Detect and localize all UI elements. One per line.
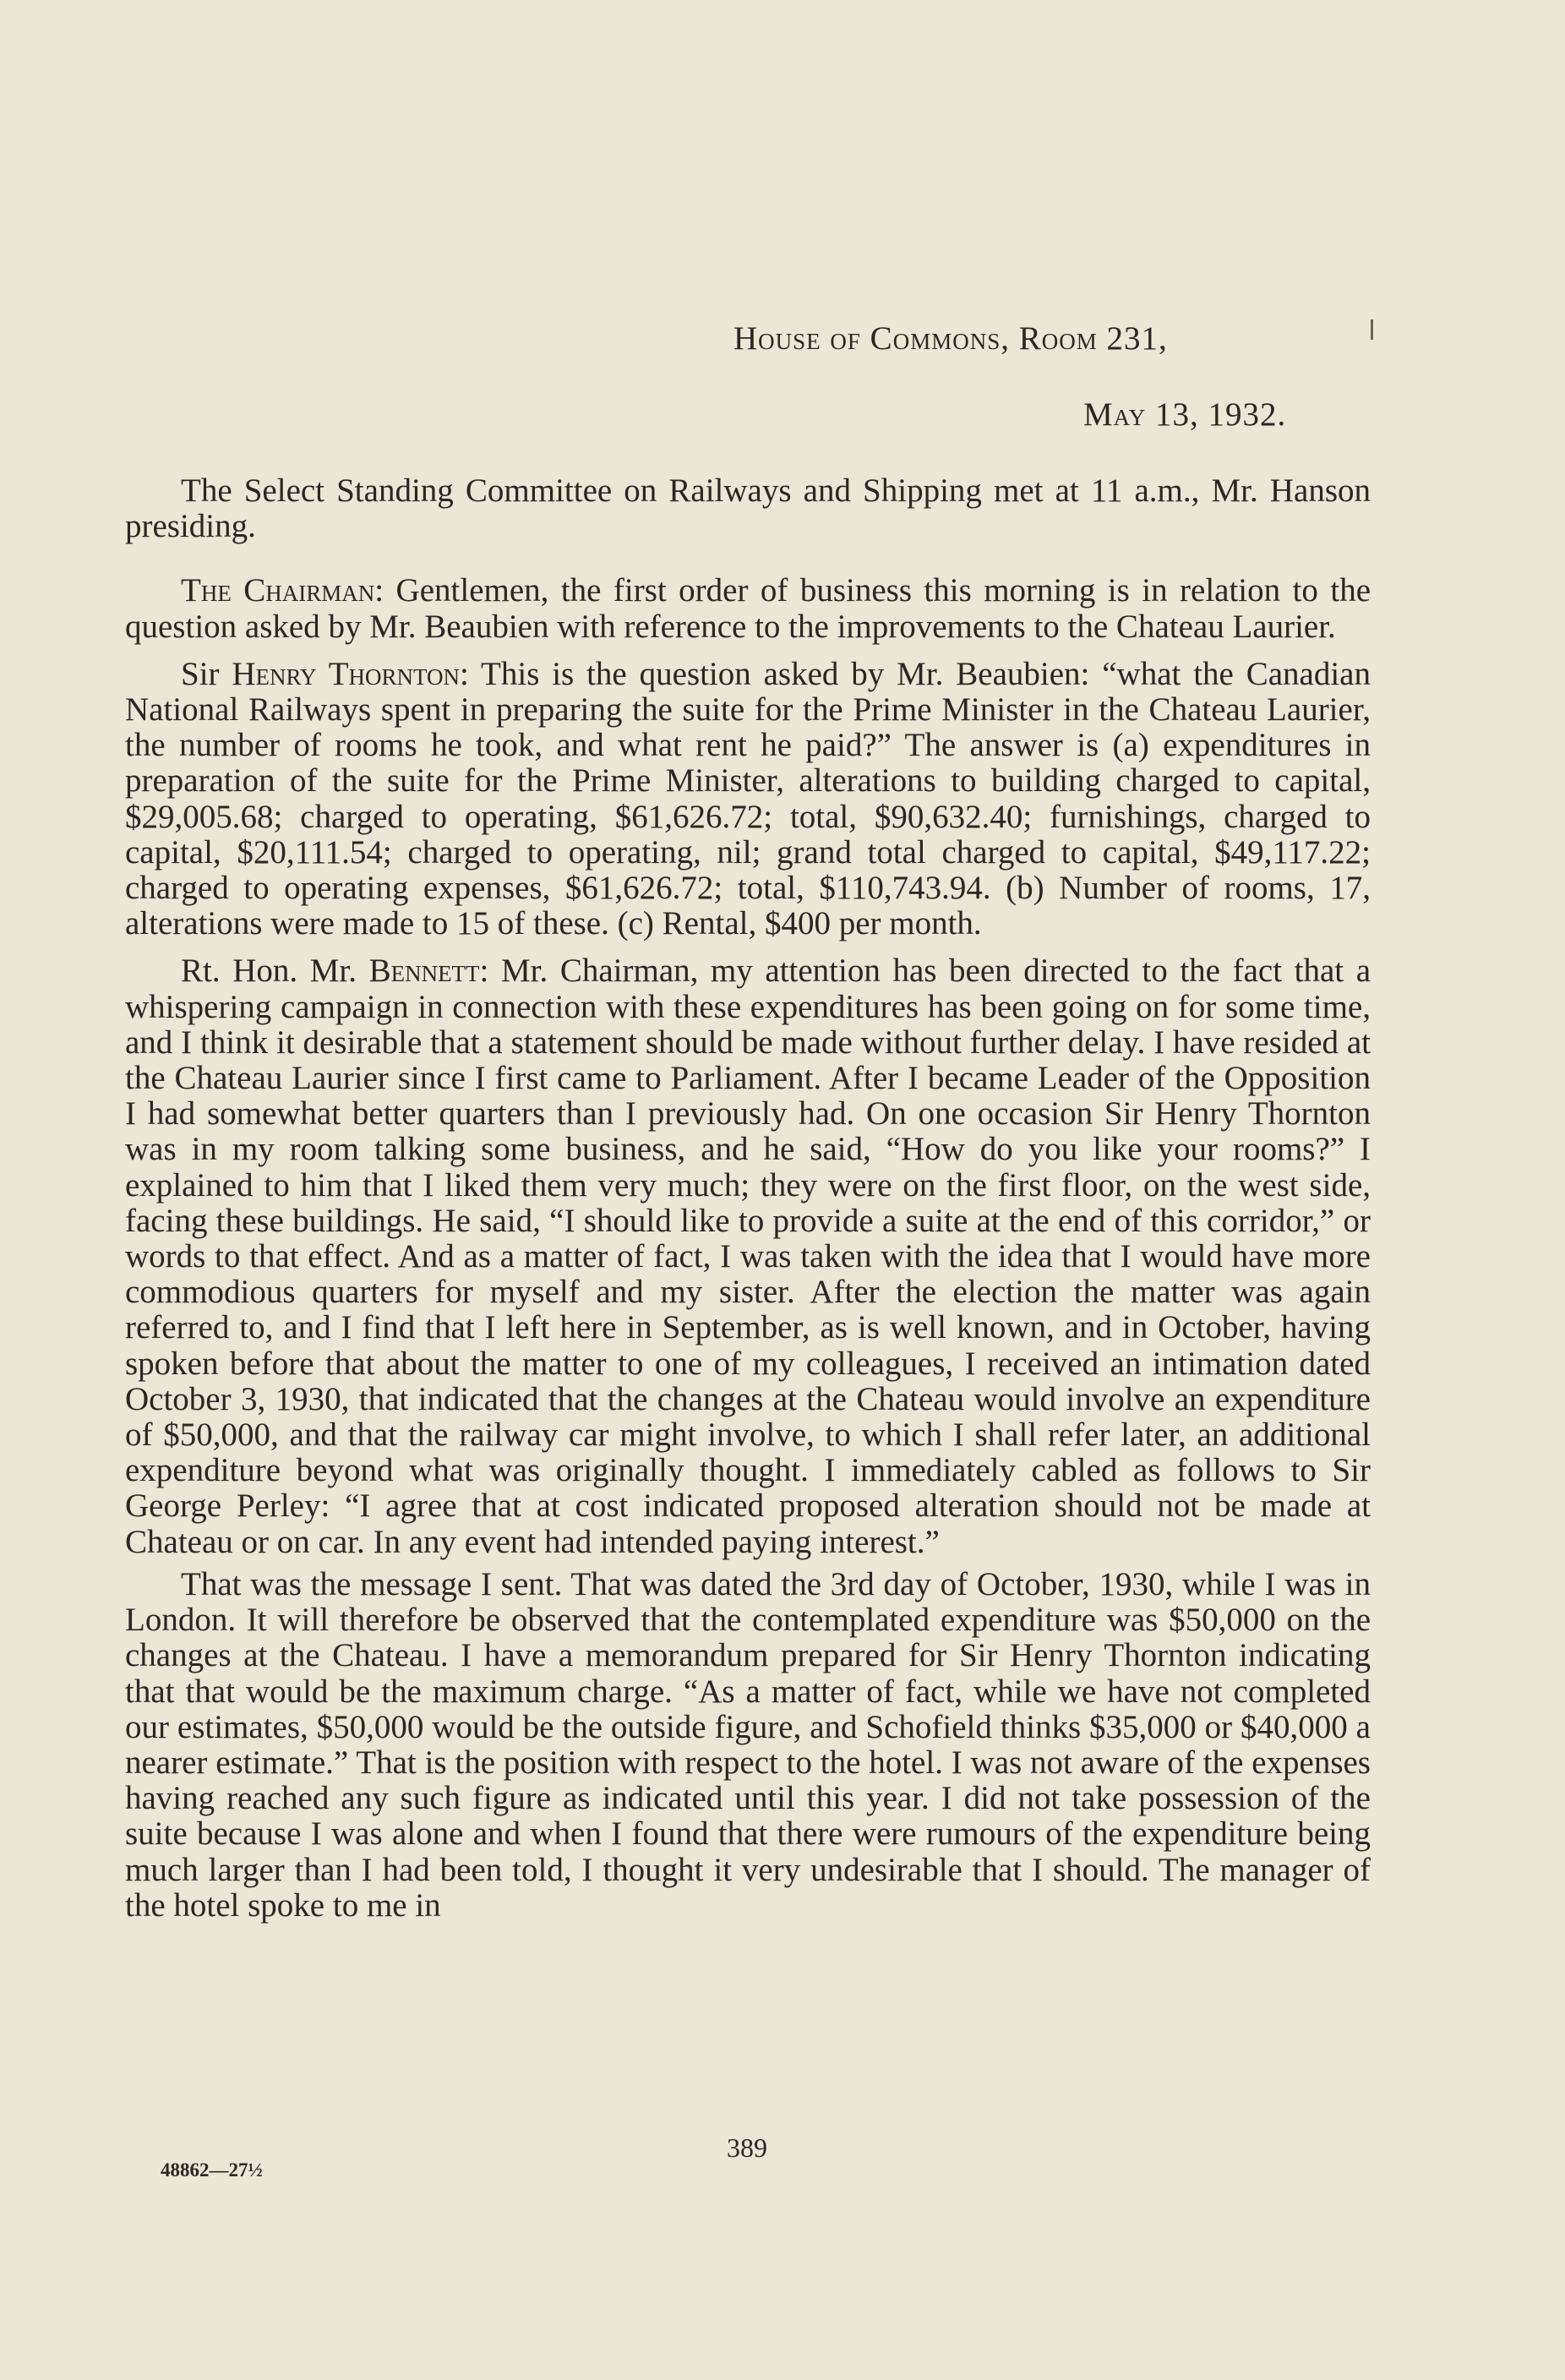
paragraph-text: This is the question asked by Mr. Beaubien: “what the Canadian National Railways spent in preparing the suite for the Prime Minister in the Chateau Laurier, the number of rooms he took, and what rent he paid?” The answer is (a) expenditures in preparation of the suite for the Prime Minister, alterations to building charged to capital, $29,005.68; charged to operating, $61,626.72; total, $90,632.40; furnishings, charged to capital, $20,111.54; charged to operating, nil; grand total charged to capital, $49,117.22; charged to operating expenses, $61,626.72; total, $110,743.94. (b) Number of rooms, 17, alterations were made to 15 of these. (c) Rental, $400 per month.	[125, 655, 1371, 942]
paragraph-opening: The Select Standing Committee on Railways and Shipping met at 11 a.m., Mr. Hanson presiding.	[125, 472, 1371, 545]
header-date: May 13, 1932.	[1083, 396, 1287, 433]
header-location: House of Commons, Room 231,	[733, 320, 1168, 357]
paragraph-continuation: That was the message I sent. That was dated the 3rd day of October, 1930, while I was in London. It will therefore be observed that the contemplated expenditure was $50,000 on the changes at the Chateau. I have a memorandum prepared for Sir Henry Thornton indicating that that would be the maximum charge. “As a matter of fact, while we have not completed our estimates, $50,000 would be the outside figure, and Schofield thinks $35,000 or $40,000 a nearer estimate.” That is the position with respect to the hotel. I was not aware of the expenses having reached any such figure as indicated until this year. I did not take possession of the suite because I was alone and when I found that there were rumours of the expenditure being much larger than I had been told, I thought it very undesirable that I should. The manager of the hotel spoke to me in	[125, 1565, 1371, 1924]
body-text	[125, 473, 1371, 1924]
paragraph-bennett	[125, 953, 1371, 1559]
speaker-prefix: Sir	[181, 655, 232, 692]
paragraph-chairman	[125, 573, 1371, 644]
paragraph-text: Gentlemen, the first order of business this morning is in relation to the question asked by Mr. Beaubien with reference to the improvements to the Chateau Laurier.	[125, 572, 1371, 645]
speaker-name: The Chairman:	[181, 572, 384, 609]
speaker-name: Henry Thornton:	[232, 655, 469, 692]
page-number: 389	[727, 2132, 767, 2163]
paragraph-text: Mr. Chairman, my attention has been directed to the fact that a whispering campaign in connection with these expenditures has been going on for some time, and I think it desirable that a statement should be made without further delay. I have resided at the Chateau Laurier since I first came to Parliament. After I became Leader of the Opposition I had somewhat better quarters than I previously had. On one occasion Sir Henry Thornton was in my room talking some business, and he said, “How do you like your rooms?” I explained to him that I liked them very much; they were on the first floor, on the west side, facing these buildings. He said, “I should like to provide a suite at the end of this corridor,” or words to that effect. And as a matter of fact, I was taken with the idea that I would have more commodious quarters for myself and my sister. After the election the matter was again referred to, and I find that I left here in September, as is well known, and in October, having spoken before that about the matter to one of my colleagues, I received an intimation dated October 3, 1930, that indicated that the changes at the Chateau would involve an expenditure of $50,000, and that the railway car might involve, to which I shall refer later, an additional expenditure beyond what was originally thought. I immediately cabled as follows to Sir George Perley: “I agree that at cost indicated proposed alteration should not be made at Chateau or on car. In any event had intended paying interest.”	[125, 953, 1371, 1560]
speaker-prefix: Rt. Hon. Mr.	[181, 953, 369, 990]
print-code: 48862—27½	[161, 2159, 263, 2181]
paragraph-thornton	[125, 657, 1371, 942]
speaker-name: Bennett:	[368, 953, 489, 990]
margin-mark	[1371, 319, 1373, 340]
